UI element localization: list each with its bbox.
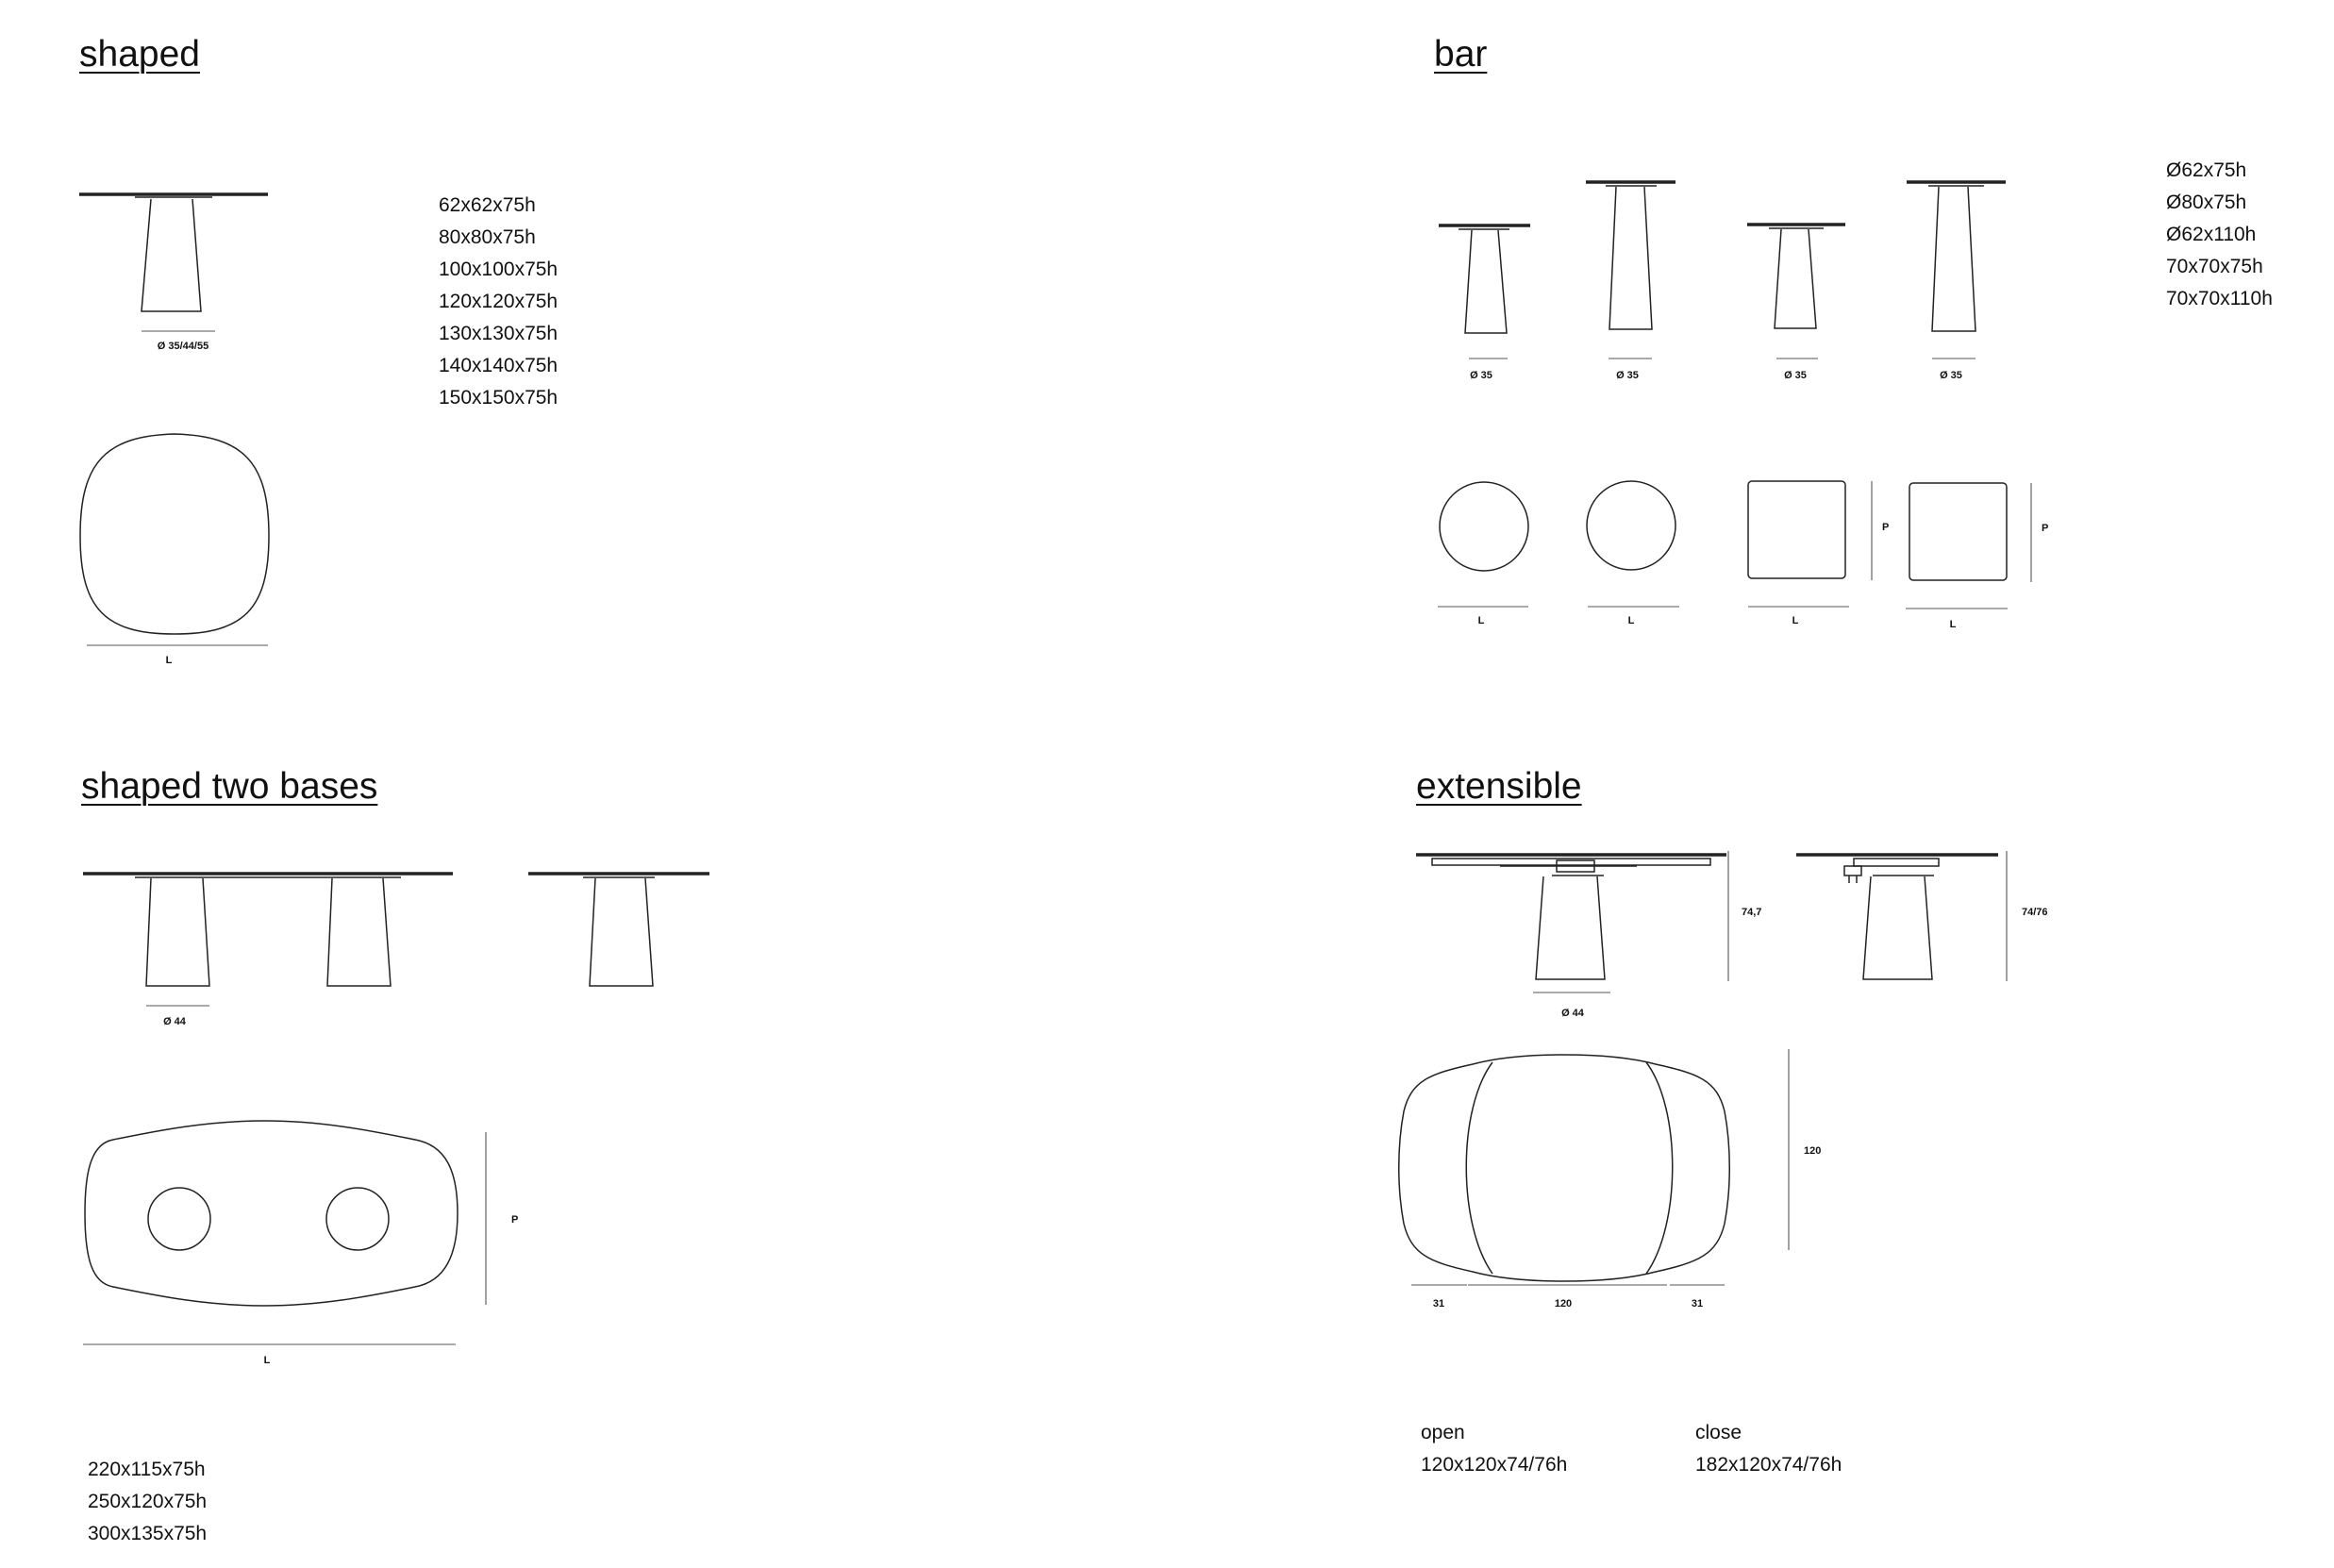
bar-top-views	[1438, 481, 2031, 609]
extensible-depth-label: 120	[1804, 1145, 1822, 1157]
size-item: 100x100x75h	[439, 259, 558, 280]
bar-length-label: L	[1627, 615, 1635, 626]
bar-base-diameter-label: Ø 35	[1784, 370, 1807, 381]
size-item: Ø62x110h	[2166, 224, 2257, 245]
shaped-top-view	[80, 434, 269, 645]
size-item: 120x120x75h	[439, 291, 558, 312]
extensible-close-label: close	[1695, 1422, 1742, 1443]
shaped-length-label: L	[165, 655, 173, 666]
shaped-two-bases-top-view	[83, 1121, 486, 1344]
size-item: 140x140x75h	[439, 355, 558, 376]
bar-base-diameter-label: Ø 35	[1616, 370, 1639, 381]
bar-size-list	[2166, 155, 2273, 315]
size-item: Ø62x75h	[2166, 159, 2247, 181]
section-title-shaped-two-bases: shaped two bases	[81, 766, 378, 807]
extensible-width-label: 31	[1691, 1298, 1704, 1309]
size-item: 62x62x75h	[439, 194, 536, 216]
bar-length-label: L	[1477, 615, 1485, 626]
size-item: 220x115x75h	[88, 1459, 206, 1480]
shaped-base-diameter-label: Ø 35/44/55	[157, 341, 209, 352]
section-title-shaped: shaped	[79, 34, 200, 75]
section-title-bar: bar	[1434, 34, 1488, 75]
extensible-width-label: 120	[1554, 1298, 1573, 1309]
size-item: 250x120x75h	[88, 1491, 208, 1512]
two-bases-depth-label: P	[511, 1214, 519, 1226]
bar-base-diameter-label: Ø 35	[1470, 370, 1492, 381]
extensible-base-diameter-label: Ø 44	[1561, 1008, 1584, 1019]
extensible-open-label: open	[1421, 1422, 1465, 1443]
shaped-side-view	[79, 194, 268, 331]
extensible-close-size: 182x120x74/76h	[1695, 1454, 1842, 1476]
bar-side-views	[1439, 182, 2006, 359]
shaped-size-list	[439, 190, 558, 414]
size-item: Ø80x75h	[2166, 192, 2247, 213]
extensible-top-view	[1399, 1049, 1789, 1285]
extensible-height-label: 74/76	[2022, 907, 2048, 918]
extensible-open-size: 120x120x74/76h	[1421, 1454, 1568, 1476]
size-item: 70x70x110h	[2166, 288, 2273, 309]
section-title-extensible: extensible	[1416, 766, 1582, 807]
size-item: 70x70x75h	[2166, 256, 2263, 277]
bar-base-diameter-label: Ø 35	[1940, 370, 1962, 381]
size-item: 130x130x75h	[439, 323, 558, 344]
bar-length-label: L	[1792, 615, 1799, 626]
size-item: 300x135x75h	[88, 1523, 208, 1544]
size-item: 150x150x75h	[439, 387, 558, 409]
extensible-height-label: 74,7	[1742, 907, 1762, 918]
two-bases-length-label: L	[263, 1355, 271, 1366]
bar-depth-label: P	[2042, 523, 2049, 534]
size-item: 80x80x75h	[439, 226, 536, 248]
extensible-side-views	[1416, 851, 2007, 993]
two-bases-diameter-label: Ø 44	[163, 1016, 186, 1027]
extensible-width-label: 31	[1432, 1298, 1445, 1309]
shaped-two-bases-side-views	[83, 874, 709, 1006]
bar-length-label: L	[1949, 619, 1957, 630]
two-bases-size-list	[88, 1454, 207, 1550]
bar-depth-label: P	[1882, 522, 1890, 533]
